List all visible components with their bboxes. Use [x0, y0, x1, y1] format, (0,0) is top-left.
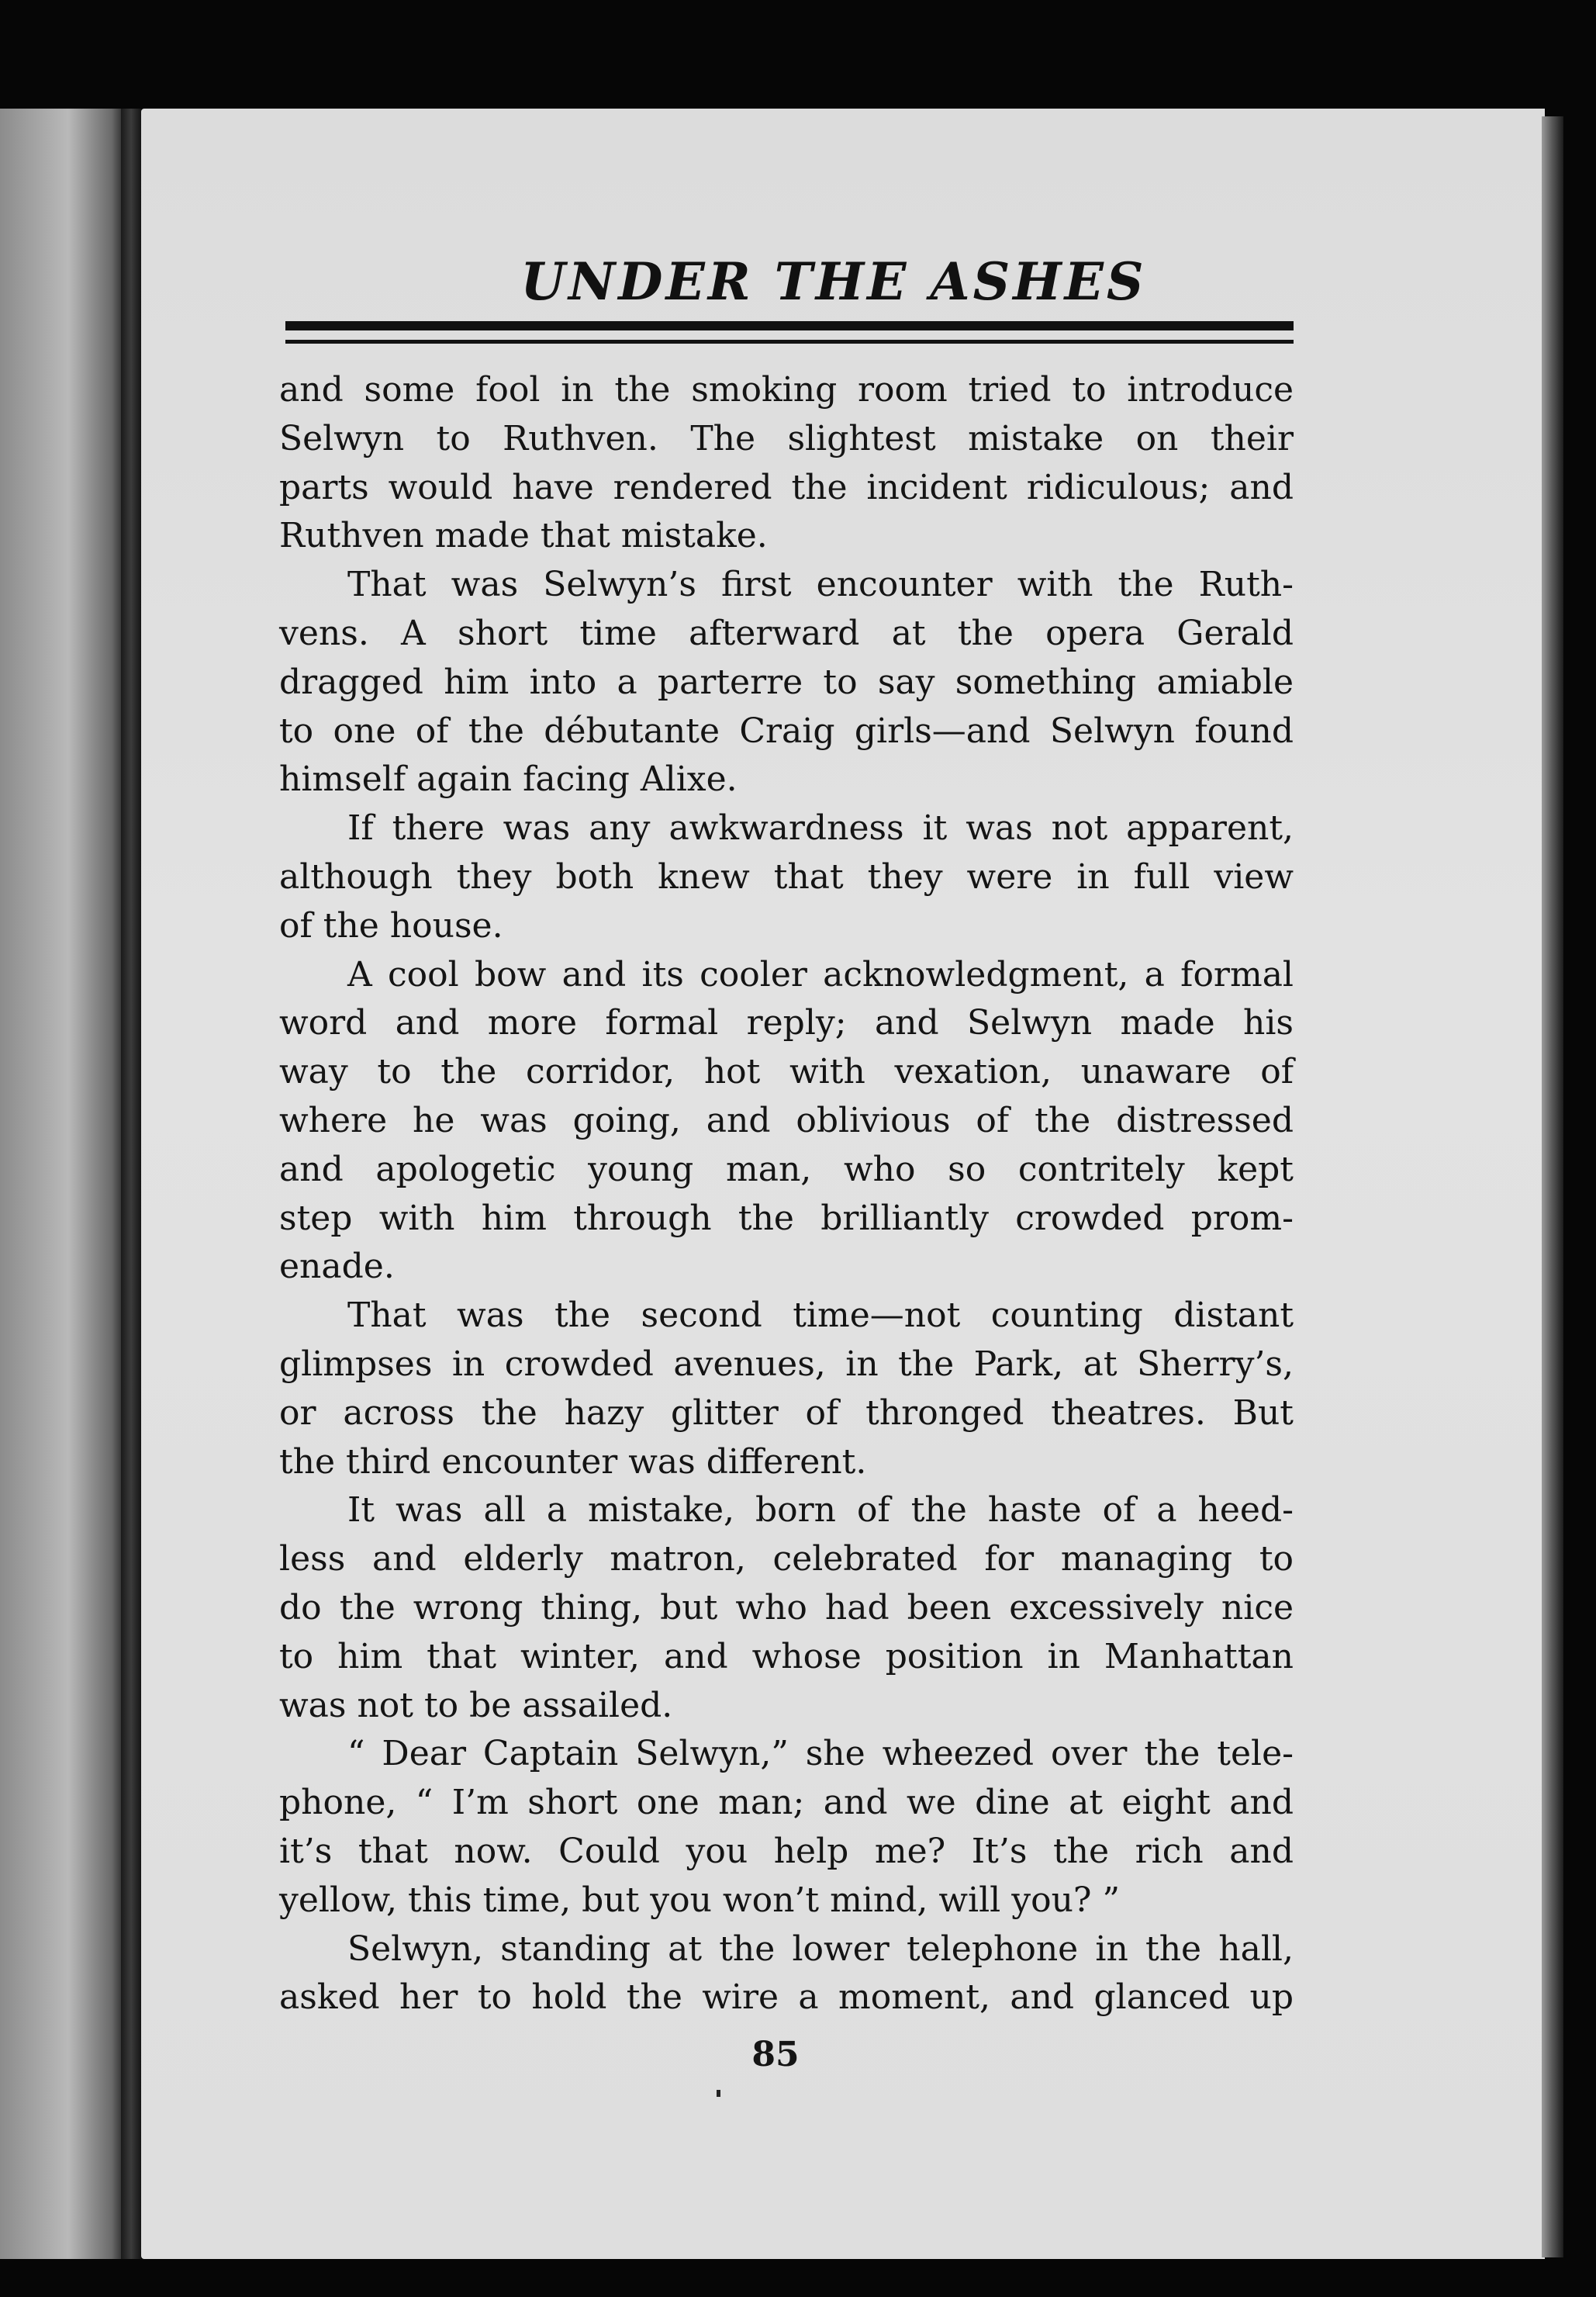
- text-line: was not to be assailed.: [279, 1685, 673, 1725]
- text-line: phone, “ I’m short one man; and we dine at eight and: [279, 1783, 1294, 1823]
- text-line: step with him through the brilliantly crowded prom-: [279, 1198, 1294, 1238]
- text-line: himself again facing Alixe.: [279, 759, 738, 800]
- header-rule-thick: [285, 321, 1294, 330]
- text-line: where he was going, and oblivious of the distressed: [279, 1100, 1294, 1140]
- text-line: word and more formal reply; and Selwyn made his: [279, 1003, 1294, 1043]
- text-line: although they both knew that they were in full view: [279, 856, 1294, 897]
- text-line: and some fool in the smoking room tried to introduce: [279, 370, 1294, 410]
- text-line: A cool bow and its cooler acknowledgment, a formal: [347, 954, 1294, 995]
- header-rule-thin: [285, 340, 1294, 344]
- text-line: yellow, this time, but you won’t mind, will you? ”: [279, 1880, 1120, 1920]
- text-line: way to the corridor, hot with vexation, unaware of: [279, 1052, 1294, 1092]
- text-line: or across the hazy glitter of thronged theatres. But: [279, 1392, 1294, 1433]
- text-line: of the house.: [279, 905, 503, 946]
- text-line: “ Dear Captain Selwyn,” she wheezed over the tele-: [347, 1734, 1294, 1774]
- text-line: to him that winter, and whose position in Manhattan: [279, 1636, 1294, 1676]
- text-line: That was the second time—not counting distant: [347, 1296, 1294, 1336]
- text-line: less and elderly matron, celebrated for managing to: [279, 1539, 1294, 1579]
- page-number: 85: [751, 2035, 800, 2074]
- text-line: it’s that now. Could you help me? It’s the rich and: [279, 1831, 1294, 1871]
- facing-page-edge: [0, 109, 124, 2259]
- text-line: Ruthven made that mistake.: [279, 516, 768, 556]
- text-line: parts would have rendered the incident ridiculous; and: [279, 467, 1294, 507]
- text-line: asked her to hold the wire a moment, and glanced up: [279, 1977, 1294, 2018]
- text-line: It was all a mistake, born of the haste of a heed-: [347, 1490, 1294, 1531]
- page-fore-edge: [1542, 116, 1563, 2257]
- text-line: the third encounter was different.: [279, 1441, 867, 1482]
- text-line: Selwyn, standing at the lower telephone in the hall,: [347, 1929, 1294, 1969]
- body-text: [279, 366, 1294, 2022]
- running-head: UNDER THE ASHES: [520, 251, 1147, 312]
- text-line: dragged him into a parterre to say something amiable: [279, 662, 1294, 702]
- text-line: and apologetic young man, who so contritely kept: [279, 1149, 1294, 1189]
- text-line: glimpses in crowded avenues, in the Park, at Sherry’s,: [279, 1344, 1294, 1384]
- text-line: do the wrong thing, but who had been excessively nice: [279, 1587, 1294, 1628]
- text-line: Selwyn to Ruthven. The slightest mistake on their: [279, 418, 1294, 458]
- text-line: to one of the débutante Craig girls—and Selwyn found: [279, 711, 1294, 751]
- book-gutter: [121, 109, 141, 2259]
- text-line: enade.: [279, 1247, 395, 1287]
- print-speck: [717, 2090, 720, 2097]
- text-line: If there was any awkwardness it was not apparent,: [347, 808, 1294, 849]
- text-line: That was Selwyn’s first encounter with the Ruth-: [347, 565, 1294, 605]
- text-line: vens. A short time afterward at the opera Gerald: [279, 613, 1294, 653]
